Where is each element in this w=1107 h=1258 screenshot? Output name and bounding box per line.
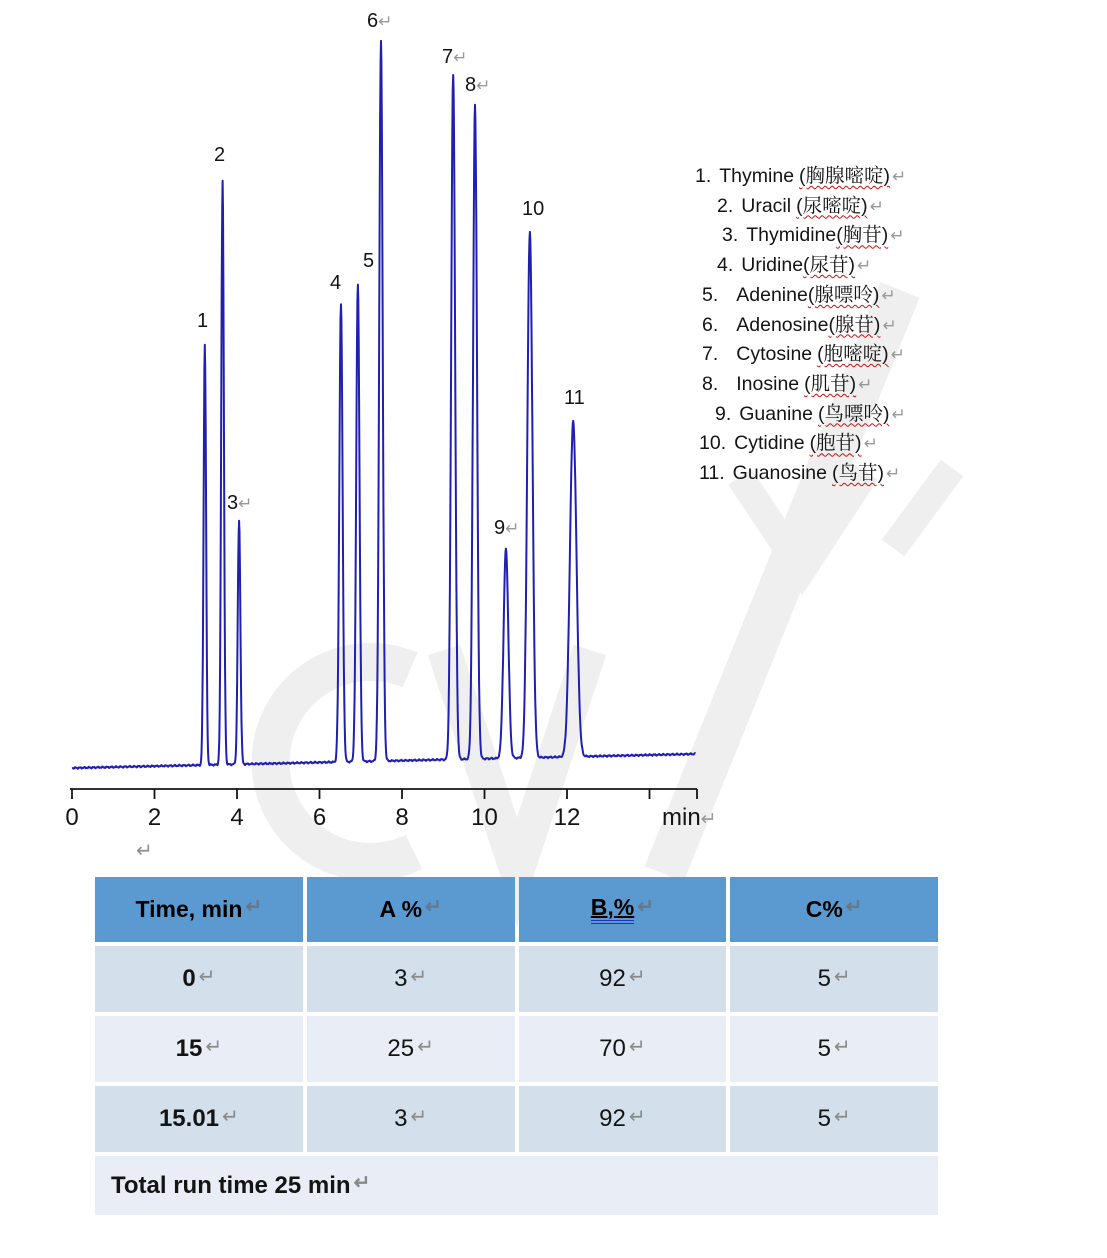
x-axis-tick-label: 12	[553, 804, 581, 831]
legend-item-thymidine	[722, 221, 906, 251]
legend-compound-name-zh: (胸腺嘧啶)	[799, 165, 891, 187]
legend-compound-name: Cytosine	[736, 343, 813, 366]
header-label: Time, min	[135, 896, 243, 922]
legend-item-uracil	[717, 192, 906, 222]
legend-compound-name: Uridine	[741, 254, 804, 277]
return-mark-icon: ↵	[833, 1035, 851, 1058]
table-cell	[95, 1016, 303, 1082]
peak-number: 7	[442, 46, 454, 68]
table-cell	[519, 1016, 727, 1082]
return-mark-icon: ↵	[833, 965, 851, 988]
legend-compound-name: Thymidine	[746, 224, 837, 247]
legend-item-inosine	[702, 370, 906, 400]
legend-item-adenosine	[702, 311, 906, 341]
header-label: B,%	[591, 895, 634, 924]
legend-number: 3.	[722, 224, 739, 247]
cell-value: 15.01	[158, 1105, 220, 1132]
table-header-b	[519, 877, 727, 942]
table-cell	[730, 1016, 938, 1082]
legend-compound-name-zh: (鸟苷)	[832, 462, 884, 485]
cell-value: 92	[599, 965, 626, 992]
return-mark-icon: ↵	[637, 896, 654, 918]
return-mark-icon: ↵	[892, 167, 907, 186]
paragraph-return-mark-icon: ↵	[136, 840, 153, 862]
legend-compound-name: Thymine	[719, 165, 795, 187]
peak-label-1	[197, 310, 208, 333]
legend-item-guanine	[715, 400, 906, 430]
return-mark-icon: ↵	[845, 896, 863, 918]
peak-number: 6	[367, 10, 379, 32]
legend-compound-name: Inosine	[736, 372, 800, 395]
peak-label-9	[494, 517, 519, 540]
peak-number: 1	[197, 310, 209, 332]
peak-label-2	[214, 144, 225, 167]
return-mark-icon: ↵	[628, 965, 646, 988]
legend-item-guanosine	[699, 459, 906, 489]
legend-number: 5.	[702, 283, 719, 306]
legend-item-cytosine	[702, 340, 906, 370]
return-mark-icon: ↵	[198, 965, 216, 988]
cell-value: 92	[599, 1105, 626, 1132]
x-axis-tick-label: 0	[65, 804, 79, 831]
legend-number: 8.	[702, 372, 719, 395]
table-cell	[730, 1086, 938, 1152]
legend-compound-name-zh: (尿苷)	[803, 254, 856, 277]
legend-compound-name-zh: (腺苷)	[828, 313, 881, 336]
table-cell	[730, 946, 938, 1012]
footer-label: Total run time 25 min	[111, 1171, 351, 1199]
legend-compound-name: Adenine	[736, 283, 808, 306]
x-axis-tick-label: 4	[230, 804, 244, 831]
x-axis-tick-label: 10	[471, 804, 498, 831]
header-label: A %	[379, 896, 423, 922]
x-axis-unit-label: min	[662, 804, 701, 831]
x-axis	[70, 789, 697, 799]
cell-value: 5	[817, 1035, 831, 1062]
peak-number: 10	[522, 198, 545, 220]
return-mark-icon: ↵	[833, 1105, 851, 1128]
peak-number: 9	[494, 517, 506, 539]
return-mark-icon: ↵	[869, 196, 884, 216]
legend-compound-name: Adenosine	[736, 313, 829, 336]
return-mark-icon: ↵	[222, 1105, 239, 1128]
return-mark-icon: ↵	[881, 285, 896, 305]
table-cell	[519, 946, 727, 1012]
cell-value: 3	[394, 965, 408, 992]
legend-number: 6.	[702, 313, 719, 336]
legend-number: 11.	[699, 462, 725, 485]
table-cell	[307, 946, 515, 1012]
table-header-time	[95, 877, 303, 942]
legend-number: 2.	[717, 194, 734, 217]
legend-compound-name-zh: (肌苷)	[804, 372, 857, 395]
table-cell	[95, 1086, 303, 1152]
peak-label-8	[465, 74, 490, 97]
x-axis-tick-label: 8	[395, 804, 409, 831]
table-header-c	[730, 877, 938, 942]
return-mark-icon: ↵	[890, 226, 905, 246]
return-mark-icon: ↵	[378, 12, 393, 31]
legend-compound-name: Guanosine	[732, 462, 827, 485]
legend-compound-name: Uracil	[741, 194, 792, 217]
cell-value: 25	[387, 1035, 415, 1062]
x-axis-tick-label: 6	[312, 804, 327, 831]
legend-compound-name: Guanine	[739, 402, 813, 425]
return-mark-icon: ↵	[857, 256, 872, 276]
peak-label-5	[363, 250, 374, 273]
return-mark-icon: ↵	[410, 1105, 428, 1128]
legend-item-adenine	[702, 281, 906, 311]
compound-legend	[694, 162, 906, 489]
table-cell	[95, 946, 303, 1012]
legend-number: 1.	[695, 165, 712, 187]
return-mark-icon: ↵	[858, 374, 873, 394]
return-mark-icon: ↵	[353, 1172, 371, 1194]
table-header-a	[307, 877, 515, 942]
legend-number: 4.	[717, 254, 734, 277]
legend-compound-name-zh: (鸟嘌呤)	[818, 402, 890, 425]
cell-value: 5	[817, 1105, 831, 1132]
return-mark-icon: ↵	[628, 1105, 646, 1128]
header-label: C%	[805, 896, 843, 922]
peak-label-11	[564, 387, 585, 410]
return-mark-icon: ↵	[891, 404, 906, 424]
return-mark-icon: ↵	[410, 965, 428, 988]
peak-number: 4	[330, 272, 342, 294]
table-cell	[519, 1086, 727, 1152]
legend-number: 9.	[715, 402, 732, 425]
peak-label-6	[367, 10, 392, 33]
return-mark-icon: ↵	[238, 494, 253, 513]
return-mark-icon: ↵	[476, 76, 491, 95]
cell-value: 0	[182, 965, 196, 992]
return-mark-icon: ↵	[882, 315, 897, 335]
legend-compound-name-zh: (胞苷)	[809, 432, 862, 455]
peak-label-4	[330, 272, 341, 295]
peak-label-10	[522, 198, 544, 221]
cell-value: 70	[599, 1035, 626, 1062]
peak-number: 8	[465, 74, 477, 96]
legend-item-thymine	[695, 162, 906, 192]
peak-number: 11	[564, 387, 585, 409]
x-axis-unit	[662, 804, 717, 832]
peak-label-7	[442, 46, 467, 69]
peak-number: 2	[214, 144, 226, 166]
legend-item-cytidine	[699, 429, 906, 459]
return-mark-icon: ↵	[417, 1035, 434, 1058]
gradient-table	[95, 877, 938, 1215]
return-mark-icon: ↵	[628, 1035, 646, 1058]
table-cell	[307, 1016, 515, 1082]
cell-value: 5	[817, 965, 831, 992]
legend-number: 10.	[699, 432, 727, 455]
peak-number: 3	[227, 492, 239, 514]
cell-value: 15	[175, 1035, 203, 1062]
legend-compound-name-zh: (胸苷)	[836, 224, 889, 247]
legend-compound-name: Cytidine	[734, 432, 805, 455]
return-mark-icon: ↵	[863, 434, 878, 454]
peak-number: 5	[363, 250, 375, 272]
return-mark-icon: ↵	[453, 48, 468, 67]
legend-compound-name-zh: (尿嘧啶)	[796, 194, 868, 217]
table-footer-total-run-time	[95, 1156, 938, 1215]
return-mark-icon: ↵	[425, 896, 442, 918]
return-mark-icon: ↵	[245, 896, 263, 918]
return-mark-icon: ↵	[890, 345, 905, 365]
legend-compound-name-zh: (腺嘌呤)	[807, 283, 880, 306]
return-mark-icon: ↵	[505, 519, 520, 538]
legend-compound-name-zh: (胞嘧啶)	[817, 343, 889, 366]
x-axis-tick-label: 2	[147, 804, 162, 831]
return-mark-icon: ↵	[700, 809, 717, 830]
table-cell	[307, 1086, 515, 1152]
return-mark-icon: ↵	[205, 1035, 223, 1058]
return-mark-icon: ↵	[886, 464, 901, 484]
peak-label-3	[227, 492, 252, 515]
cell-value: 3	[394, 1105, 408, 1132]
legend-number: 7.	[702, 343, 719, 366]
legend-item-uridine	[717, 251, 906, 281]
